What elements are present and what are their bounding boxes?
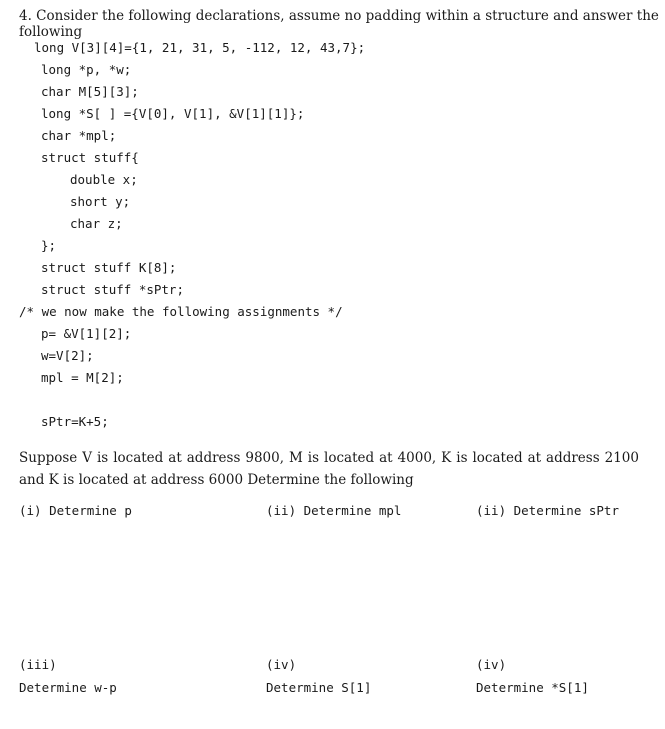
part-1-label: (i) Determine p — [19, 503, 132, 518]
code-line: w=V[2]; — [41, 348, 94, 363]
part-5-label: Determine S[1] — [266, 680, 372, 695]
code-line: char z; — [70, 216, 123, 231]
code-line: mpl = M[2]; — [41, 370, 124, 385]
part-6-label: Determine *S[1] — [476, 680, 589, 695]
part-5-number: (iv) — [266, 657, 297, 672]
part-6-number: (iv) — [476, 657, 507, 672]
code-line: p= &V[1][2]; — [41, 326, 132, 341]
part-3-label: (ii) Determine sPtr — [476, 503, 619, 518]
code-line: long *S[ ] ={V[0], V[1], &V[1][1]}; — [41, 106, 305, 121]
code-line: char M[5][3]; — [41, 84, 139, 99]
code-line: struct stuff K[8]; — [41, 260, 177, 275]
code-line: long *p, *w; — [41, 62, 132, 77]
part-4-number: (iii) — [19, 657, 57, 672]
part-2-label: (ii) Determine mpl — [266, 503, 402, 518]
code-line: struct stuff *sPtr; — [41, 282, 184, 297]
code-line: sPtr=K+5; — [41, 414, 109, 429]
part-4-label: Determine w-p — [19, 680, 117, 695]
code-line: }; — [41, 238, 57, 253]
code-line: short y; — [70, 194, 131, 209]
code-line: double x; — [70, 172, 138, 187]
question-text: 4. Consider the following declarations, assume no padding within a structure and answer the following — [19, 8, 659, 40]
code-line: long V[3][4]={1, 21, 31, 5, -112, 12, 43,7}; — [34, 40, 366, 55]
code-line: struct stuff{ — [41, 150, 139, 165]
code-comment: /* we now make the following assignments */ — [19, 304, 343, 319]
problem-paragraph: Suppose V is located at address 9800, M is located at 4000, K is located at address 2100 and K is located at address 6000 Determine the following — [19, 450, 639, 488]
code-line: char *mpl; — [41, 128, 117, 143]
